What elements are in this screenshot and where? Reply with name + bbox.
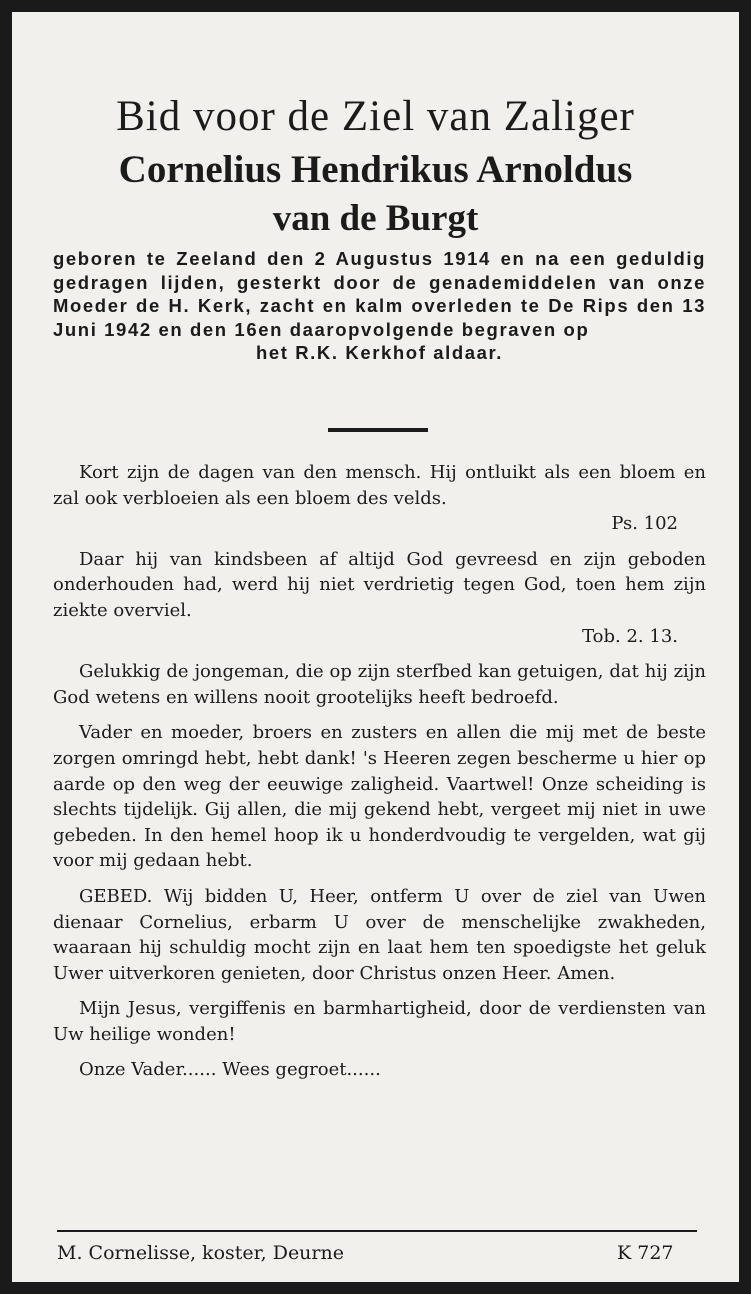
paragraph-young-man: Gelukkig de jongeman, die op zijn sterfbed kan getuigen, dat hij zijn God wetens en willens nooit grootelijks heeft bedroefd.	[53, 661, 706, 708]
card-code: K 727	[617, 1242, 674, 1264]
footer-rule	[57, 1230, 697, 1232]
scripture-reference: Tob. 2. 13.	[582, 625, 678, 647]
printer-credit: M. Cornelisse, koster, Deurne	[57, 1242, 344, 1264]
paragraph-closing-prayers: Onze Vader...... Wees gegroet......	[79, 1059, 381, 1081]
paragraph-farewell: Vader en moeder, broers en zusters en allen die mij met de beste zorgen omringd hebt, hebt dank! 's Heeren zegen bescherme u hier op aarde op den weg der eeuwige zaligheid. Vaartwel! Onze scheiding is slechts tijdelijk. Gij allen, die mij gekend hebt, vergeet mij niet in uwe gebeden. In den hemel hoop ik u honderdvoudig te vergelden, wat gij voor mij gedaan hebt.	[53, 722, 706, 872]
paragraph-prayer: GEBED. Wij bidden U, Heer, ontferm U over de ziel van Uwen dienaar Cornelius, erbarm U over de menschelijke zwakheden, waaraan hij schuldig mocht zijn en laat hem ten spoedigste het geluk Uwer uitverkoren genieten, door Christus onzen Heer. Amen.	[53, 885, 706, 984]
memorial-card	[12, 12, 739, 1282]
paragraph-tobit	[53, 547, 706, 649]
intro-text: geboren te Zeeland den 2 Augustus 1914 en na een geduldig gedragen lijden, gesterkt door de genademiddelen van onze Moeder de H. Kerk, zacht en kalm overleden te De Rips den 13 Juni 1942 en den 16en daaropvolgende begraven op	[53, 248, 706, 340]
paragraph-jesus: Mijn Jesus, vergiffenis en barmhartigheid, door de verdiensten van Uw heilige wonden!	[53, 998, 706, 1045]
paragraph-text: Daar hij van kindsbeen af altijd God gevreesd en zijn geboden onderhouden had, werd hij niet verdrietig tegen God, toen hem zijn ziekte overviel.	[53, 548, 706, 621]
heading-given-names: Cornelius Hendrikus Arnoldus	[118, 148, 633, 191]
paragraph-psalm	[53, 460, 706, 537]
scripture-reference: Ps. 102	[611, 513, 678, 535]
devotional-text	[53, 460, 706, 1093]
heading-prayer-line: Bid voor de Ziel van Zaliger	[116, 93, 635, 140]
intro-last-line: het R.K. Kerkhof aldaar.	[255, 342, 504, 363]
paragraph-text: Kort zijn de dagen van den mensch. Hij ontluikt als een bloem en zal ook verbloeien als een bloem des velds.	[53, 462, 706, 509]
biographical-intro	[53, 247, 706, 365]
divider-bar	[328, 428, 428, 432]
heading-surname: van de Burgt	[272, 198, 479, 239]
